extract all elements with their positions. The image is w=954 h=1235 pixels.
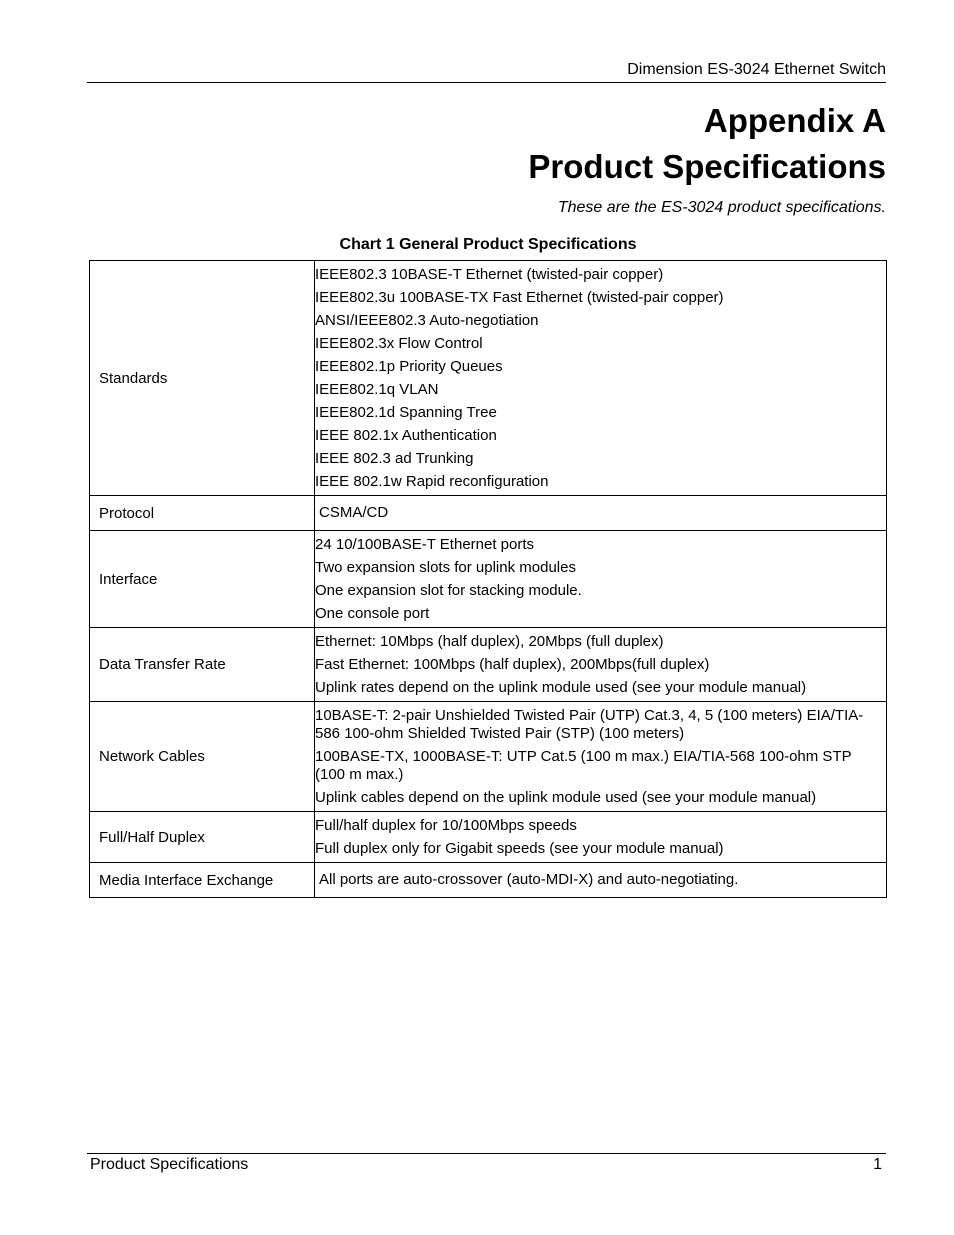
table-row bbox=[90, 863, 887, 898]
spec-value-line: Full duplex only for Gigabit speeds (see your module manual) bbox=[315, 840, 724, 857]
table-row bbox=[90, 531, 887, 628]
intro-text: These are the ES-3024 product specifications. bbox=[557, 199, 886, 216]
spec-value-line: IEEE802.1p Priority Queues bbox=[315, 358, 503, 375]
page-number: 1 bbox=[873, 1156, 882, 1173]
page-title bbox=[528, 98, 886, 190]
spec-value-line: Two expansion slots for uplink modules bbox=[315, 559, 576, 576]
spec-value-line: ANSI/IEEE802.3 Auto-negotiation bbox=[315, 312, 539, 329]
footer-divider bbox=[87, 1153, 886, 1154]
spec-value-line: IEEE802.3x Flow Control bbox=[315, 335, 483, 352]
spec-value-line: 10BASE-T: 2-pair Unshielded Twisted Pair (UTP) Cat.3, 4, 5 (100 meters) EIA/TIA-586 100-ohm Shielded Twisted Pair (STP) (100 meters) bbox=[315, 707, 864, 742]
spec-value-cell bbox=[315, 261, 887, 496]
table-row bbox=[90, 496, 887, 531]
spec-label-cell: Network Cables bbox=[90, 702, 315, 812]
spec-value-line: Ethernet: 10Mbps (half duplex), 20Mbps (full duplex) bbox=[315, 633, 664, 650]
spec-value-line: All ports are auto-crossover (auto-MDI-X) and auto-negotiating. bbox=[319, 871, 739, 888]
table-caption: Chart 1 General Product Specifications bbox=[339, 236, 637, 253]
table-row bbox=[90, 702, 887, 812]
spec-value-line: IEEE 802.1w Rapid reconfiguration bbox=[315, 473, 549, 490]
spec-value-line: 24 10/100BASE-T Ethernet ports bbox=[315, 536, 535, 553]
spec-value-cell bbox=[315, 496, 887, 531]
appendix-subtitle: Product Specifications bbox=[528, 148, 886, 185]
spec-value-line: One console port bbox=[315, 605, 430, 622]
footer-title: Product Specifications bbox=[90, 1156, 249, 1173]
spec-value-cell bbox=[315, 628, 887, 702]
spec-value-cell bbox=[315, 531, 887, 628]
spec-value-line: Full/half duplex for 10/100Mbps speeds bbox=[315, 817, 577, 834]
spec-table-body bbox=[90, 261, 887, 898]
spec-value-line: IEEE 802.1x Authentication bbox=[315, 427, 497, 444]
header-divider bbox=[87, 82, 886, 83]
spec-table bbox=[89, 260, 887, 898]
spec-label-cell: Full/Half Duplex bbox=[90, 812, 315, 863]
table-row bbox=[90, 628, 887, 702]
spec-value-line: CSMA/CD bbox=[319, 504, 389, 521]
spec-label-cell: Protocol bbox=[90, 496, 315, 531]
spec-value-line: IEEE 802.3 ad Trunking bbox=[315, 450, 474, 467]
spec-value-line: Fast Ethernet: 100Mbps (half duplex), 200Mbps(full duplex) bbox=[315, 656, 710, 673]
spec-label-cell: Data Transfer Rate bbox=[90, 628, 315, 702]
spec-label-cell: Media Interface Exchange bbox=[90, 863, 315, 898]
running-header: Dimension ES-3024 Ethernet Switch bbox=[627, 61, 886, 78]
spec-value-line: IEEE802.3u 100BASE-TX Fast Ethernet (twisted-pair copper) bbox=[315, 289, 724, 306]
spec-value-line: One expansion slot for stacking module. bbox=[315, 582, 582, 599]
spec-value-line: 100BASE-TX, 1000BASE-T: UTP Cat.5 (100 m max.) EIA/TIA-568 100-ohm STP (100 m max.) bbox=[315, 748, 852, 783]
spec-value-line: IEEE802.1d Spanning Tree bbox=[315, 404, 497, 421]
spec-value-cell bbox=[315, 812, 887, 863]
spec-value-line: Uplink cables depend on the uplink module used (see your module manual) bbox=[315, 789, 817, 806]
spec-label-cell: Interface bbox=[90, 531, 315, 628]
table-row bbox=[90, 812, 887, 863]
spec-label-cell: Standards bbox=[90, 261, 315, 496]
spec-value-cell bbox=[315, 702, 887, 812]
spec-value-line: IEEE802.3 10BASE-T Ethernet (twisted-pair copper) bbox=[315, 266, 664, 283]
spec-value-line: IEEE802.1q VLAN bbox=[315, 381, 439, 398]
spec-value-line: Uplink rates depend on the uplink module used (see your module manual) bbox=[315, 679, 807, 696]
table-row bbox=[90, 261, 887, 496]
appendix-title: Appendix A bbox=[703, 102, 886, 139]
spec-value-cell bbox=[315, 863, 887, 898]
